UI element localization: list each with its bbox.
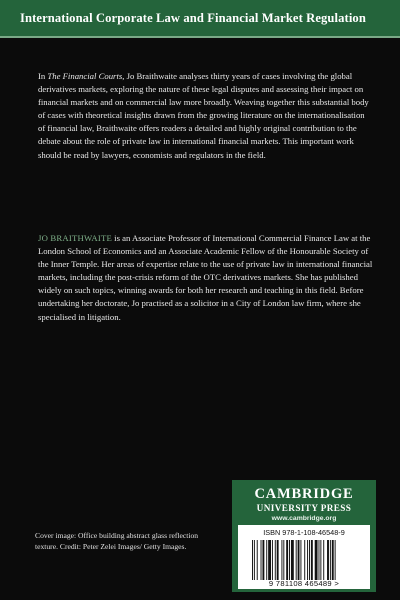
series-header-bar [0, 0, 400, 38]
author-bio [38, 232, 374, 324]
barcode-box [238, 525, 370, 589]
barcode-arrow: > [334, 579, 340, 588]
cover-credit: Cover image: Office building abstract glass reflection texture. Credit: Peter Zelei Images/ Getty Images. [35, 531, 199, 551]
isbn-label: ISBN 978-1-108-46548-9 [263, 528, 345, 537]
barcode-number: 9 781108 465489 [268, 579, 332, 588]
description-paragraph [38, 70, 374, 162]
author-bio-text: is an Associate Professor of International Commercial Finance Law at the London School of Economics and an Associate Academic Fellow of the Honourable Society of the Inner Temple. Her areas of expertise relate to the use of private law in international financial markets, including the post-crisis reform of the OTC derivatives markets. She has published widely on such topics, winning awards for both her research and teaching in this field. Before undertaking her doctorate, Jo practised as a solicitor in a City of London law firm, where she specialised in litigation. [38, 233, 373, 322]
author-bio-paragraph [38, 232, 374, 324]
publisher-subtitle: UNIVERSITY PRESS [256, 503, 352, 513]
book-description [38, 70, 374, 162]
series-title: International Corporate Law and Financial Market Regulation [20, 11, 366, 25]
barcode-digits [238, 579, 370, 588]
author-name: JO BRAITHWAITE [38, 233, 112, 243]
description-text: , Jo Braithwaite analyses thirty years of cases involving the global derivatives markets, exploring the nature of these legal disputes and assessing their impact on financial markets and on commercial law more broadly. Weaving together this substantial body of cases with theoretical insights drawn from the growing literature on the internationalisation of financial law, Braithwaite offers readers a detailed and highly original contribution to the debate about the role of private law in international financial markets. This important work should be read by lawyers, economists and regulators in the field. [38, 71, 369, 160]
book-title: The Financial Courts [47, 71, 123, 81]
description-lead: In [38, 71, 48, 81]
publisher-url: www.cambridge.org [271, 515, 337, 522]
publisher-logo: CAMBRIDGE [254, 486, 354, 502]
barcode-icon [250, 540, 364, 580]
